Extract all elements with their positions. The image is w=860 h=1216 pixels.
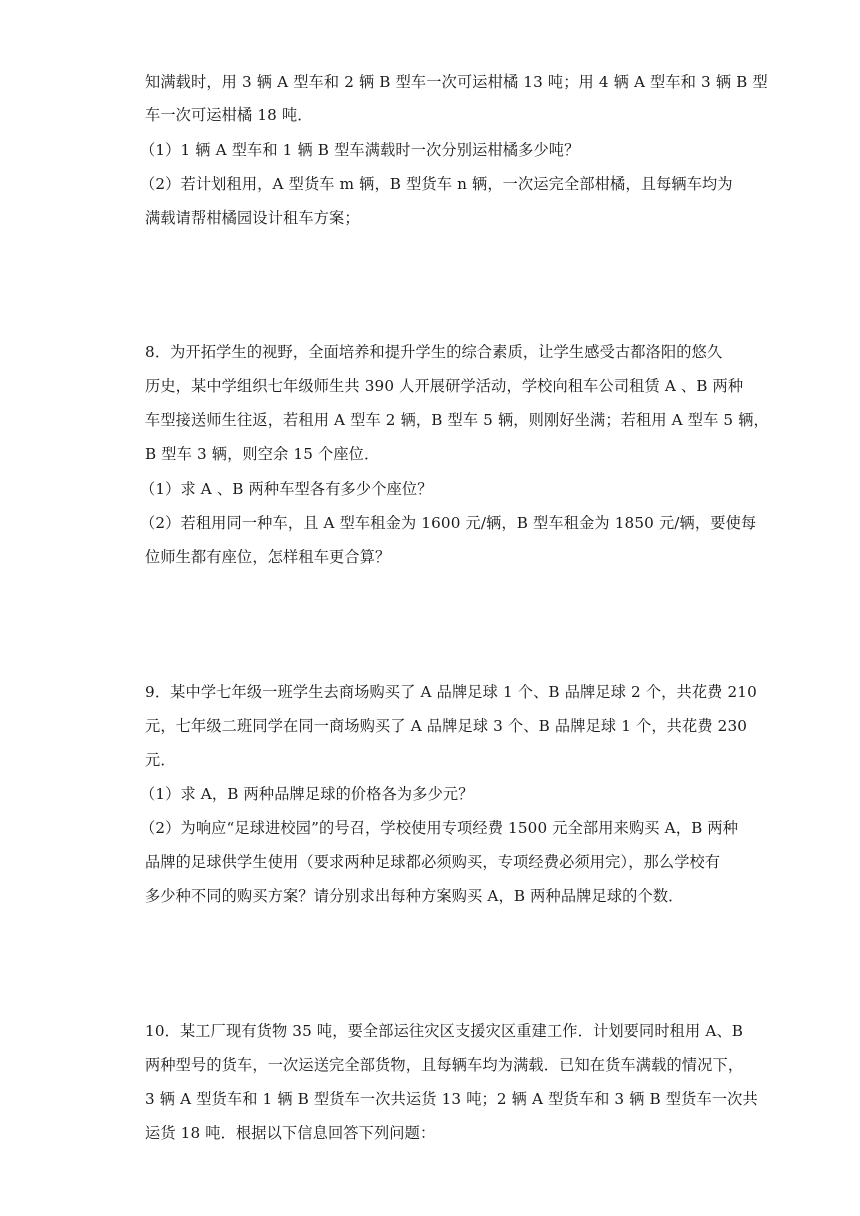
problem-10-text-line-2: 两种型号的货车，一次运送完全部货物，且每辆车均为满载．已知在货车满载的情况下，: [145, 1056, 744, 1074]
problem-10-text-line-3: 3 辆 A 型货车和 1 辆 B 型货车一次共运货 13 吨；2 辆 A 型货车和 3 辆 B 型货车一次共: [145, 1090, 758, 1108]
problem-8-text-line-1: 8．为开拓学生的视野，全面培养和提升学生的综合素质，让学生感受古都洛阳的悠久: [145, 343, 723, 361]
problem-9-question-2-line-1: （2）为响应“足球进校园”的号召，学校使用专项经费 1500 元全部用来购买 A，B 两种: [140, 819, 739, 837]
problem-8-text-line-2: 历史，某中学组织七年级师生共 390 人开展研学活动，学校向租车公司租赁 A 、B 两种: [145, 377, 744, 395]
problem-10-text-line-1: 10．某工厂现有货物 35 吨，要全部运往灾区支援灾区重建工作．计划要同时租用 A、B: [145, 1022, 744, 1040]
problem-8-text-line-4: B 型车 3 辆，则空余 15 个座位．: [145, 445, 380, 463]
problem-7-question-2-line-2: 满载请帮柑橘园设计租车方案；: [145, 209, 360, 227]
problem-7-question-1: （1）1 辆 A 型车和 1 辆 B 型车满载时一次分别运柑橘多少吨？: [140, 141, 580, 159]
problem-9-question-1: （1）求 A，B 两种品牌足球的价格各为多少元？: [140, 785, 474, 803]
problem-9-question-2-line-2: 品牌的足球供学生使用（要求两种足球都必须购买，专项经费必须用完），那么学校有: [145, 853, 721, 871]
problem-7-text-line-1: 知满载时，用 3 辆 A 型车和 2 辆 B 型车一次可运柑橘 13 吨；用 4 辆 A 型车和 3 辆 B 型: [145, 73, 768, 91]
problem-7-text-line-2: 车一次可运柑橘 18 吨．: [145, 106, 313, 124]
problem-9-question-2-line-3: 多少种不同的购买方案？请分别求出每种方案购买 A，B 两种品牌足球的个数．: [145, 887, 684, 905]
problem-8-question-2-line-2: 位师生都有座位，怎样租车更合算？: [145, 548, 391, 566]
problem-9-text-line-1: 9．某中学七年级一班学生去商场购买了 A 品牌足球 1 个、B 品牌足球 2 个，共花费 210: [145, 683, 757, 701]
problem-8-text-line-3: 车型接送师生往返，若租用 A 型车 2 辆，B 型车 5 辆，则刚好坐满；若租用 A 型车 5 辆，: [145, 411, 769, 429]
problem-9-text-line-3: 元．: [145, 751, 176, 769]
problem-8-question-1: （1）求 A 、B 两种车型各有多少个座位？: [140, 480, 433, 498]
problem-7-question-2-line-1: （2）若计划租用，A 型货车 m 辆，B 型货车 n 辆，一次运完全部柑橘，且每辆车均为: [140, 175, 733, 193]
problem-8-question-2-line-1: （2）若租用同一种车，且 A 型车租金为 1600 元/辆，B 型车租金为 1850 元/辆，要使每: [140, 514, 757, 532]
problem-10-text-line-4: 运货 18 吨．根据以下信息回答下列问题：: [145, 1124, 436, 1142]
problem-9-text-line-2: 元，七年级二班同学在同一商场购买了 A 品牌足球 3 个、B 品牌足球 1 个，共花费 230: [145, 717, 748, 735]
